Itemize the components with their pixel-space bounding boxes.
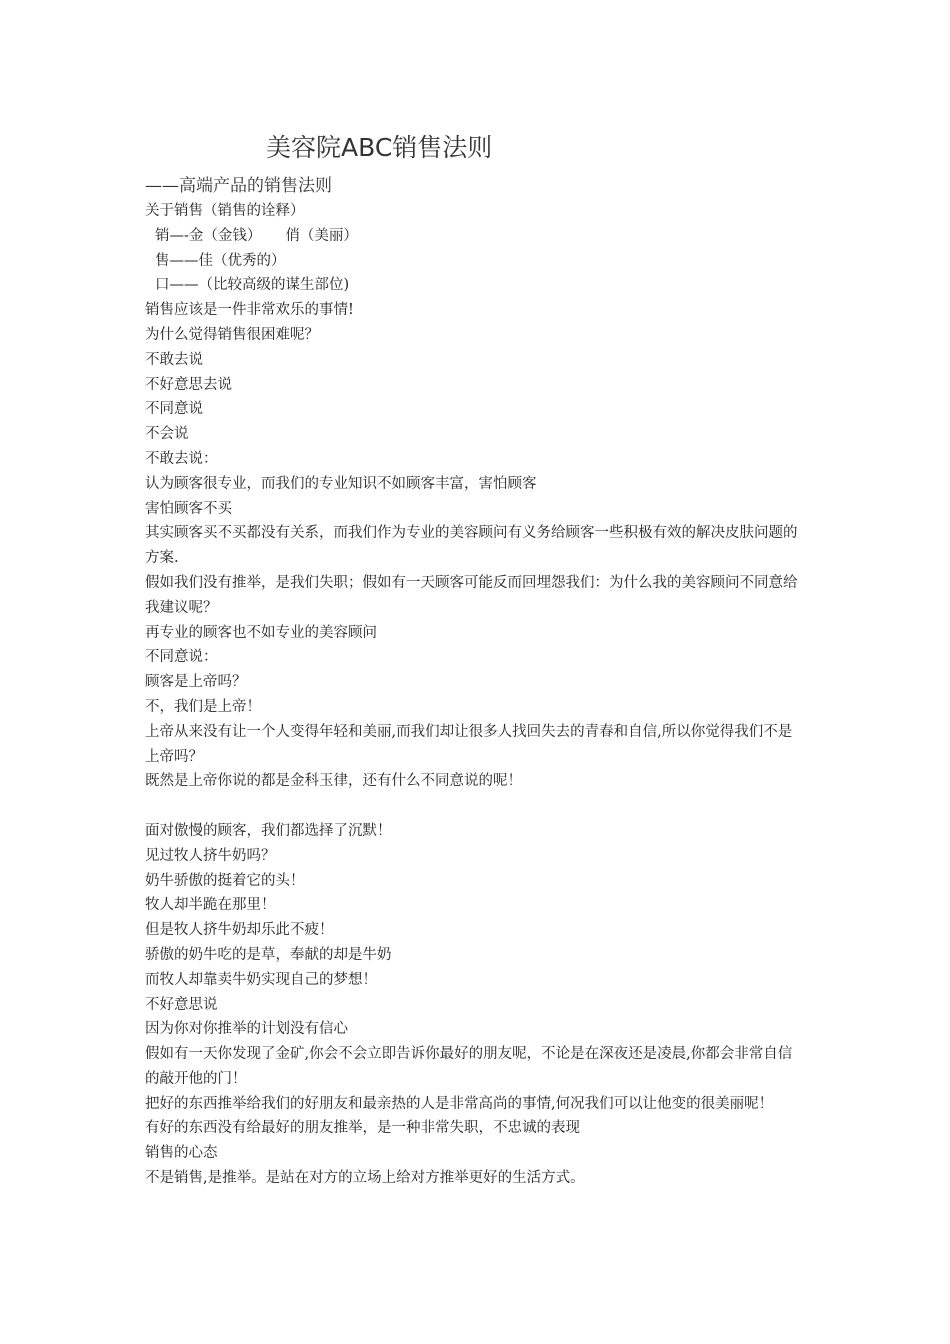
text-line: 见过牧人挤牛奶吗？ bbox=[145, 847, 276, 864]
text-line: 不是销售,是推举。是站在对方的立场上给对方推举更好的生活方式。 bbox=[145, 1170, 585, 1187]
text-line: 因为你对你推举的计划没有信心 bbox=[145, 1021, 348, 1038]
text-paragraph: 其实顾客买不买都没有关系，而我们作为专业的美容顾问有义务给顾客一些积极有效的解决皮肤问题的方案. bbox=[145, 525, 798, 567]
text-line: 为什么觉得销售很困难呢？ bbox=[145, 326, 319, 343]
text-line: 不敢去说 bbox=[145, 351, 203, 368]
text-line: 再专业的顾客也不如专业的美容顾问 bbox=[145, 624, 377, 641]
text-line: 不，我们是上帝！ bbox=[145, 698, 261, 715]
text-line: 害怕顾客不买 bbox=[145, 500, 232, 517]
text-line: 销售应该是一件非常欢乐的事情! bbox=[145, 302, 354, 319]
document-subtitle: ——高端产品的销售法则 bbox=[145, 176, 332, 196]
text-segment: 俏（美丽） bbox=[285, 227, 358, 244]
text-line: 骄傲的奶牛吃的是草，奉献的却是牛奶 bbox=[145, 946, 392, 963]
text-line: 不好意思去说 bbox=[145, 376, 232, 393]
text-line: 销售的心态 bbox=[145, 1145, 218, 1162]
text-line: 但是牧人挤牛奶却乐此不疲！ bbox=[145, 922, 334, 939]
text-paragraph: 假如我们没有推举，是我们失职；假如有一天顾客可能反而回埋怨我们：为什么我的美容顾问不同意给我建议呢？ bbox=[145, 574, 798, 616]
document-title: 美容院ABC销售法则 bbox=[266, 133, 493, 162]
text-line: 口——（比较高级的谋生部位) bbox=[155, 277, 350, 294]
blank-line bbox=[145, 794, 805, 819]
text-line: 关于销售（销售的诠释） bbox=[145, 203, 305, 219]
text-line: 有好的东西没有给最好的朋友推举，是一种非常失职，不忠诚的表现 bbox=[145, 1120, 580, 1137]
text-line: 既然是上帝你说的都是金科玉律，还有什么不同意说的呢！ bbox=[145, 773, 522, 790]
text-paragraph: 把好的东西推举给我们的好朋友和最亲热的人是非常高尚的事情,何况我们可以让他变的很美丽呢！ bbox=[145, 1095, 774, 1112]
text-line: 奶牛骄傲的挺着它的头！ bbox=[145, 872, 305, 889]
text-line: 顾客是上帝吗？ bbox=[145, 674, 247, 691]
text-line: 不好意思说 bbox=[145, 996, 218, 1013]
text-line: 不会说 bbox=[145, 426, 189, 443]
text-line: 不同意说 bbox=[145, 401, 203, 418]
text-line: 而牧人却靠卖牛奶实现自己的梦想！ bbox=[145, 971, 377, 988]
text-paragraph: 假如有一天你发现了金矿,你会不会立即告诉你最好的朋友呢，不论是在深夜还是凌晨,你都会非常自信的敲开他的门！ bbox=[145, 1046, 793, 1087]
text-segment: 销—-金（金钱） bbox=[155, 227, 262, 244]
text-line: 不敢去说： bbox=[145, 450, 218, 467]
document-body bbox=[145, 199, 805, 1191]
text-line: 不同意说： bbox=[145, 649, 218, 666]
text-line: 牧人却半跪在那里！ bbox=[145, 897, 276, 914]
text-line: 认为顾客很专业，而我们的专业知识不如顾客丰富，害怕顾客 bbox=[145, 475, 537, 492]
text-paragraph: 上帝从来没有让一个人变得年轻和美丽,而我们却让很多人找回失去的青春和自信,所以你觉得我们不是上帝吗？ bbox=[145, 723, 793, 765]
text-line bbox=[145, 224, 805, 249]
text-line: 售——佳（优秀的） bbox=[155, 252, 286, 269]
text-line: 面对傲慢的顾客，我们都选择了沉默！ bbox=[145, 822, 392, 839]
